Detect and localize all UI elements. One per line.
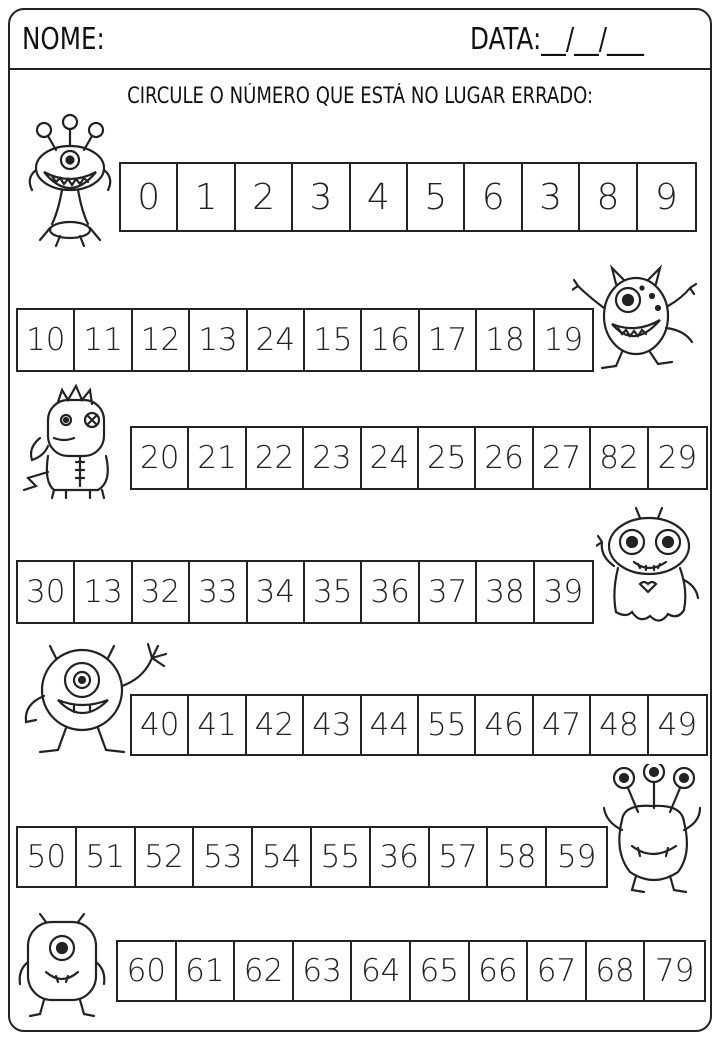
monster-curly-antennae-icon <box>22 112 118 250</box>
number-cell[interactable]: 22 <box>247 428 304 488</box>
number-cell[interactable]: 5 <box>408 164 465 230</box>
number-cell[interactable]: 42 <box>247 696 304 754</box>
number-cell[interactable]: 62 <box>235 942 294 1000</box>
monster-one-eye-horned-icon <box>572 258 700 376</box>
number-cell[interactable]: 36 <box>371 828 430 886</box>
number-cell[interactable]: 44 <box>362 696 419 754</box>
number-cell[interactable]: 4 <box>351 164 408 230</box>
number-cell[interactable]: 60 <box>118 942 177 1000</box>
number-cell[interactable]: 13 <box>190 310 247 370</box>
number-cell[interactable]: 79 <box>654 953 695 989</box>
instruction-text: CIRCULE O NÚMERO QUE ESTÁ NO LUGAR ERRADO: <box>127 84 593 109</box>
number-cell[interactable]: 68 <box>587 942 646 1000</box>
number-cell[interactable]: 57 <box>430 828 489 886</box>
number-cell[interactable]: 8 <box>580 164 637 230</box>
number-cell[interactable]: 40 <box>132 696 189 754</box>
number-cell[interactable]: 43 <box>304 696 361 754</box>
number-cell[interactable]: 30 <box>18 562 75 622</box>
number-cell[interactable]: 55 <box>419 696 476 754</box>
number-cell[interactable]: 24 <box>248 310 305 370</box>
number-cell[interactable]: 37 <box>420 562 477 622</box>
instruction <box>0 84 720 109</box>
number-cell[interactable]: 52 <box>136 828 195 886</box>
number-row-3 <box>130 426 708 490</box>
number-cell[interactable]: 10 <box>18 310 75 370</box>
number-cell[interactable]: 64 <box>352 942 411 1000</box>
number-cell[interactable]: 23 <box>304 428 361 488</box>
number-cell[interactable]: 35 <box>305 562 362 622</box>
number-cell[interactable]: 27 <box>534 428 591 488</box>
number-cell[interactable]: 55 <box>312 828 371 886</box>
number-cell[interactable]: 19 <box>543 322 584 358</box>
number-row-6 <box>16 826 608 888</box>
monster-dino-stitched-icon <box>18 382 128 500</box>
number-cell[interactable]: 11 <box>75 310 132 370</box>
number-row-2 <box>16 308 594 372</box>
number-cell[interactable]: 16 <box>362 310 419 370</box>
monster-square-cyclops-icon <box>16 912 108 1024</box>
number-cell[interactable]: 51 <box>77 828 136 886</box>
number-cell[interactable]: 49 <box>657 707 698 743</box>
number-cell[interactable]: 65 <box>411 942 470 1000</box>
number-cell[interactable]: 54 <box>253 828 312 886</box>
number-cell[interactable]: 18 <box>477 310 534 370</box>
number-cell[interactable]: 36 <box>362 562 419 622</box>
number-row-7 <box>116 940 706 1002</box>
number-cell[interactable]: 53 <box>194 828 253 886</box>
number-cell[interactable]: 67 <box>528 942 587 1000</box>
number-cell[interactable]: 34 <box>248 562 305 622</box>
number-cell[interactable]: 59 <box>556 839 597 875</box>
number-cell[interactable]: 1 <box>178 164 235 230</box>
number-cell[interactable]: 41 <box>189 696 246 754</box>
number-cell[interactable]: 13 <box>75 562 132 622</box>
number-cell[interactable]: 63 <box>294 942 353 1000</box>
number-cell[interactable]: 47 <box>534 696 591 754</box>
number-cell[interactable]: 66 <box>470 942 529 1000</box>
number-cell[interactable]: 82 <box>591 428 648 488</box>
number-row-5 <box>130 694 708 756</box>
number-cell[interactable]: 0 <box>121 164 178 230</box>
number-cell[interactable]: 48 <box>591 696 648 754</box>
number-cell[interactable]: 17 <box>420 310 477 370</box>
header-divider <box>8 68 712 70</box>
number-cell[interactable]: 33 <box>190 562 247 622</box>
number-cell[interactable]: 61 <box>177 942 236 1000</box>
number-cell[interactable]: 25 <box>419 428 476 488</box>
number-cell[interactable]: 50 <box>18 828 77 886</box>
number-cell[interactable]: 3 <box>523 164 580 230</box>
number-cell[interactable]: 6 <box>465 164 522 230</box>
monster-three-eyestalk-icon <box>600 764 704 898</box>
monster-cyclops-waving-icon <box>18 638 170 764</box>
date-label: DATA:__/__/___ <box>470 22 644 57</box>
monster-ghost-two-eyes-icon <box>596 506 702 630</box>
number-cell[interactable]: 39 <box>543 574 584 610</box>
number-cell[interactable]: 29 <box>657 440 698 476</box>
number-cell[interactable]: 24 <box>362 428 419 488</box>
number-cell[interactable]: 15 <box>305 310 362 370</box>
name-label: NOME: <box>22 22 105 57</box>
number-cell[interactable]: 58 <box>488 828 547 886</box>
number-cell[interactable]: 12 <box>133 310 190 370</box>
number-cell[interactable]: 3 <box>293 164 350 230</box>
number-cell[interactable]: 38 <box>477 562 534 622</box>
number-cell[interactable]: 26 <box>476 428 533 488</box>
number-cell[interactable]: 9 <box>654 176 678 218</box>
number-cell[interactable]: 32 <box>133 562 190 622</box>
number-cell[interactable]: 46 <box>476 696 533 754</box>
number-row-1 <box>119 162 697 232</box>
number-row-4 <box>16 560 594 624</box>
number-cell[interactable]: 2 <box>236 164 293 230</box>
number-cell[interactable]: 20 <box>132 428 189 488</box>
number-cell[interactable]: 21 <box>189 428 246 488</box>
